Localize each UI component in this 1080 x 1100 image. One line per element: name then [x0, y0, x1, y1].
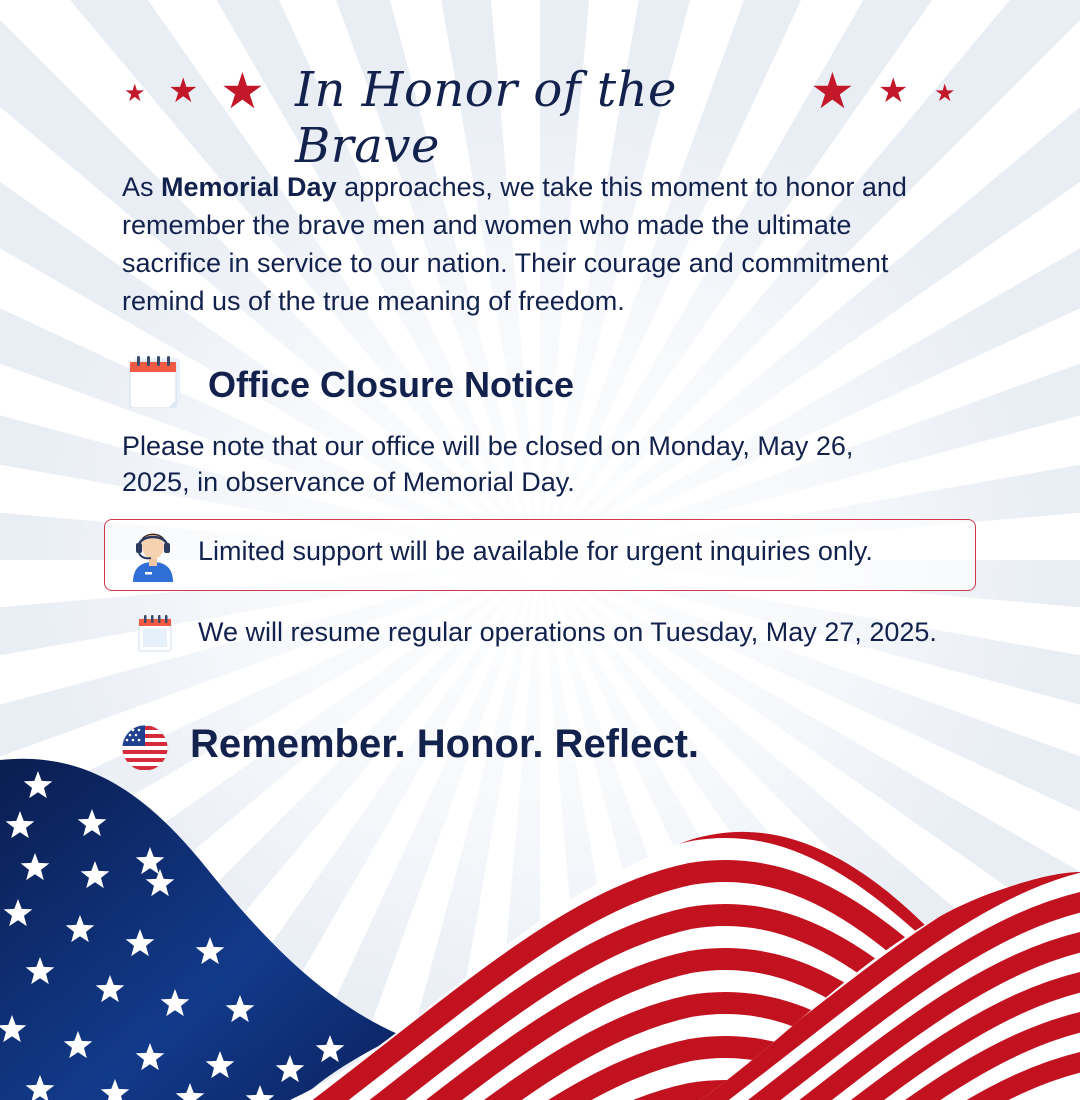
- intro-paragraph: [122, 168, 942, 320]
- us-flag-icon: [121, 724, 169, 772]
- star-icon: ★: [168, 72, 199, 110]
- support-notice-text: Limited support will be available for urgent inquiries only.: [198, 536, 873, 566]
- star-icon: ★: [810, 63, 855, 119]
- intro-lead: As: [122, 172, 162, 202]
- support-agent-icon: [129, 526, 177, 582]
- resume-notice-text: We will resume regular operations on Tuesday, May 27, 2025.: [198, 617, 937, 647]
- intro-highlight: Memorial Day: [161, 172, 337, 202]
- calendar-icon: [137, 614, 173, 652]
- intro-body: approaches, we take this moment to honor and remember the brave men and women who made the ultimate sacrifice in service to our nation. Their courage and commitment remind us of the true meaning of freedom.: [122, 172, 907, 316]
- support-notice: [104, 519, 976, 591]
- star-icon: ★: [124, 80, 146, 107]
- calendar-icon: [128, 352, 184, 408]
- star-icon: ★: [878, 72, 909, 110]
- tagline: Remember. Honor. Reflect.: [190, 722, 700, 766]
- page-title: In Honor of the Brave: [295, 62, 677, 174]
- closure-body: Please note that our office will be closed on Monday, May 26, 2025, in observance of Memorial Day.: [122, 431, 854, 497]
- star-icon: ★: [934, 80, 956, 107]
- star-icon: ★: [220, 63, 265, 119]
- closure-title: Office Closure Notice: [208, 364, 575, 405]
- title-row: [0, 60, 1080, 174]
